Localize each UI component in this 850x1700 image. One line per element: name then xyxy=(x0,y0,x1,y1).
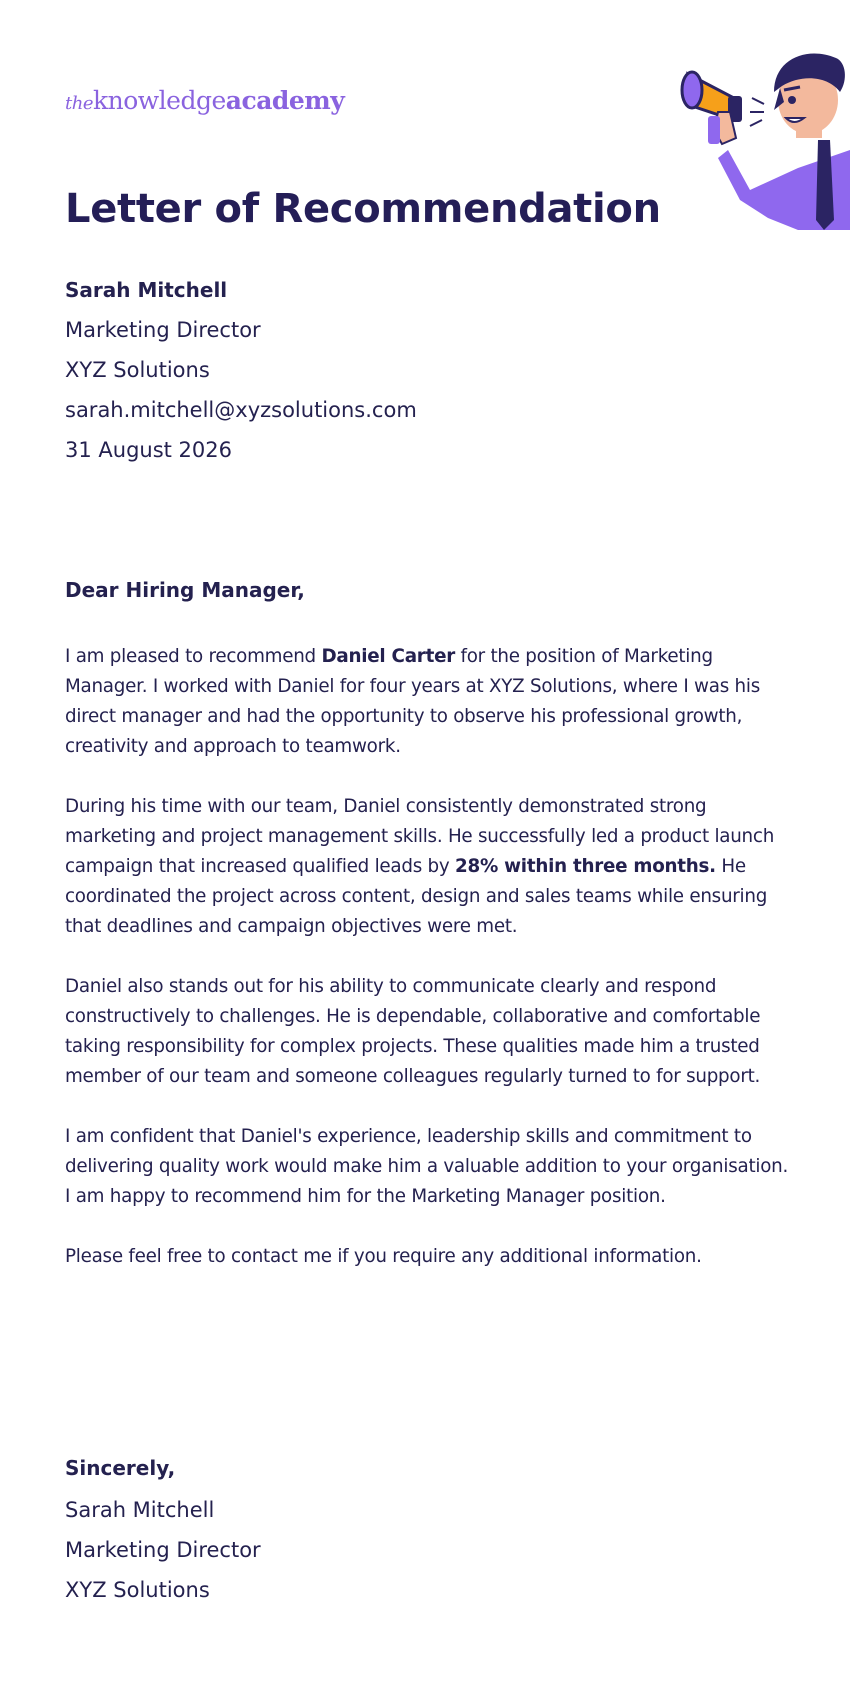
closing-company: XYZ Solutions xyxy=(65,1578,210,1602)
logo-knowledge: knowledge xyxy=(92,86,226,115)
closing-block xyxy=(65,1452,261,1614)
paragraph-1 xyxy=(65,642,795,762)
sender-email: sarah.mitchell@xyzsolutions.com xyxy=(65,398,417,422)
closing-name: Sarah Mitchell xyxy=(65,1498,215,1522)
paragraph-5: Please feel free to contact me if you require any additional information. xyxy=(65,1246,702,1267)
p1-text-a: I am pleased to recommend xyxy=(65,646,322,667)
page-title: Letter of Recommendation xyxy=(65,186,661,232)
logo-the: the xyxy=(65,93,93,114)
paragraph-2 xyxy=(65,792,795,942)
logo-academy: academy xyxy=(225,86,345,115)
sender-name: Sarah Mitchell xyxy=(65,278,228,302)
p2-text-a: During his time with our team, Daniel consistently demonstrated strong marketing and project management skills. He successfully led a product launch campaign that increased qualified leads by xyxy=(65,796,775,877)
sender-role: Marketing Director xyxy=(65,318,261,342)
brand-logo xyxy=(65,86,344,115)
signoff: Sincerely, xyxy=(65,1456,176,1480)
p1-text-b: for the position of Marketing Manager. I worked with Daniel for four years at XYZ Solutions, where I was his direct manager and had the opportunity to observe his professional growth, creativity and approach to teamwork. xyxy=(65,646,760,757)
paragraph-3: Daniel also stands out for his ability to communicate clearly and respond constructively to challenges. He is dependable, collaborative and comfortable taking responsibility for complex projects. These qualities made him a trusted member of our team and someone colleagues regularly turned to for support. xyxy=(65,976,761,1087)
sender-block xyxy=(65,274,417,474)
sender-company: XYZ Solutions xyxy=(65,358,210,382)
paragraph-4: I am confident that Daniel's experience, leadership skills and commitment to delivering quality work would make him a valuable addition to your organisation. I am happy to recommend him for the Marketing Manager position. xyxy=(65,1126,789,1207)
letter-body xyxy=(65,642,795,1302)
achievement-highlight: 28% within three months. xyxy=(455,856,716,877)
greeting: Dear Hiring Manager, xyxy=(65,578,305,602)
megaphone-man-illustration xyxy=(678,40,850,230)
p2-text-b: He coordinated the project across content, design and sales teams while ensuring that deadlines and campaign objectives were met. xyxy=(65,856,768,937)
letter-date: 31 August 2026 xyxy=(65,438,233,462)
closing-role: Marketing Director xyxy=(65,1538,261,1562)
candidate-name: Daniel Carter xyxy=(321,646,455,667)
